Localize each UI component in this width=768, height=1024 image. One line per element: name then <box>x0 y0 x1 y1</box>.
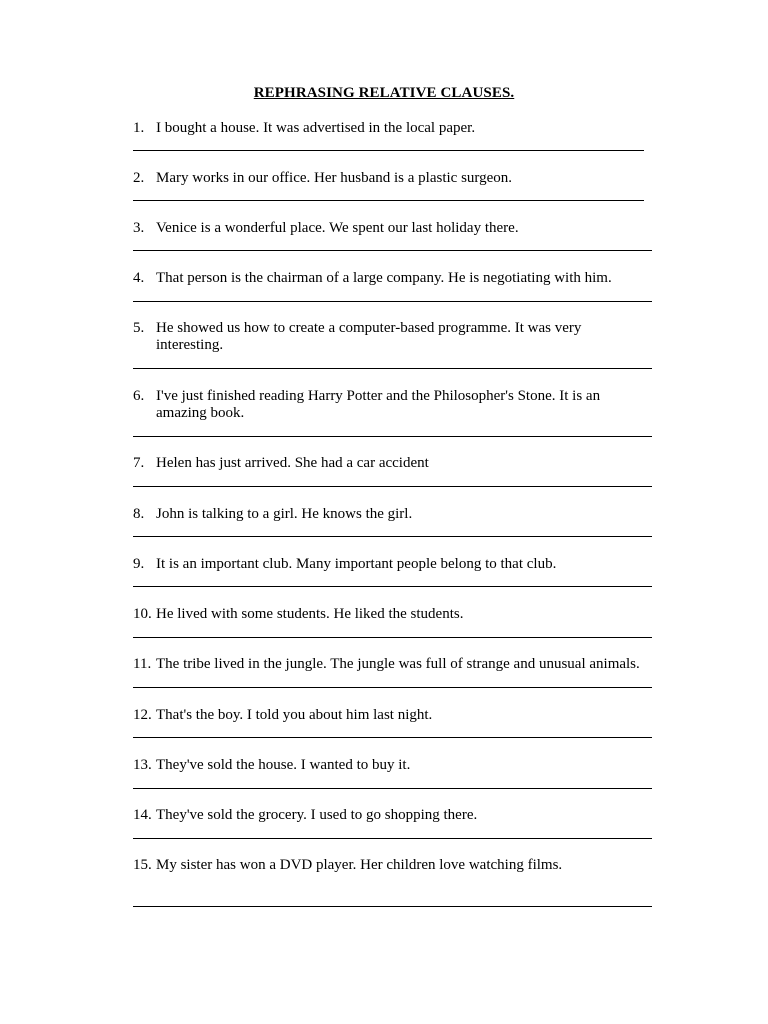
exercise-number: 5. <box>133 320 145 336</box>
exercise-number: 11. <box>133 656 152 672</box>
exercise-sentence: That's the boy. I told you about him last night. <box>156 707 433 723</box>
exercise-sentence: I bought a house. It was advertised in the local paper. <box>156 120 476 136</box>
exercise-sentence: That person is the chairman of a large company. He is negotiating with him. <box>156 270 612 286</box>
exercise-sentence: They've sold the grocery. I used to go shopping there. <box>156 807 478 823</box>
answer-line[interactable] <box>133 637 652 638</box>
exercise-item <box>133 170 673 187</box>
exercise-sentence: He showed us how to create a computer-based programme. It was very interesting. <box>156 320 582 353</box>
exercise-number: 15. <box>133 857 152 873</box>
exercise-number: 4. <box>133 270 145 286</box>
exercise-item <box>133 120 673 137</box>
exercise-sentence: Venice is a wonderful place. We spent our last holiday there. <box>156 220 519 236</box>
exercise-item <box>133 656 693 673</box>
exercise-item <box>133 388 673 422</box>
exercise-item <box>133 455 673 472</box>
exercise-sentence: Mary works in our office. Her husband is a plastic surgeon. <box>156 170 513 186</box>
answer-line[interactable] <box>133 737 652 738</box>
exercise-number: 9. <box>133 556 145 572</box>
exercise-number: 12. <box>133 707 152 723</box>
answer-line[interactable] <box>133 906 652 907</box>
answer-line[interactable] <box>133 200 644 201</box>
exercise-number: 1. <box>133 120 145 136</box>
exercise-sentence: Helen has just arrived. She had a car accident <box>156 455 429 471</box>
page-title: REPHRASING RELATIVE CLAUSES. <box>253 85 515 101</box>
exercise-item <box>133 556 673 573</box>
exercise-number: 7. <box>133 455 145 471</box>
exercise-sentence: They've sold the house. I wanted to buy it. <box>156 757 411 773</box>
answer-line[interactable] <box>133 586 652 587</box>
exercise-number: 8. <box>133 506 145 522</box>
exercise-item <box>133 506 673 523</box>
exercise-sentence: John is talking to a girl. He knows the girl. <box>156 506 413 522</box>
exercise-item <box>133 757 673 774</box>
answer-line[interactable] <box>133 486 652 487</box>
exercise-sentence: The tribe lived in the jungle. The jungle was full of strange and unusual animals. <box>156 656 640 672</box>
exercise-number: 6. <box>133 388 145 404</box>
exercise-item <box>133 606 673 623</box>
answer-line[interactable] <box>133 150 644 151</box>
exercise-number: 13. <box>133 757 152 773</box>
exercise-sentence: He lived with some students. He liked the students. <box>156 606 464 622</box>
answer-line[interactable] <box>133 687 652 688</box>
exercise-number: 10. <box>133 606 152 622</box>
answer-line[interactable] <box>133 436 652 437</box>
exercise-sentence: My sister has won a DVD player. Her children love watching films. <box>156 857 563 873</box>
exercise-item <box>133 857 673 874</box>
exercise-sentence: I've just finished reading Harry Potter and the Philosopher's Stone. It is an amazing book. <box>156 388 601 421</box>
exercise-number: 14. <box>133 807 152 823</box>
exercise-number: 3. <box>133 220 145 236</box>
exercise-item <box>133 270 673 287</box>
answer-line[interactable] <box>133 788 652 789</box>
answer-line[interactable] <box>133 368 652 369</box>
answer-line[interactable] <box>133 536 652 537</box>
exercise-sentence: It is an important club. Many important people belong to that club. <box>156 556 557 572</box>
exercise-item <box>133 320 673 354</box>
exercise-item <box>133 707 673 724</box>
exercise-number: 2. <box>133 170 145 186</box>
exercise-item <box>133 220 673 237</box>
exercise-item <box>133 807 673 824</box>
answer-line[interactable] <box>133 301 652 302</box>
answer-line[interactable] <box>133 838 652 839</box>
answer-line[interactable] <box>133 250 652 251</box>
